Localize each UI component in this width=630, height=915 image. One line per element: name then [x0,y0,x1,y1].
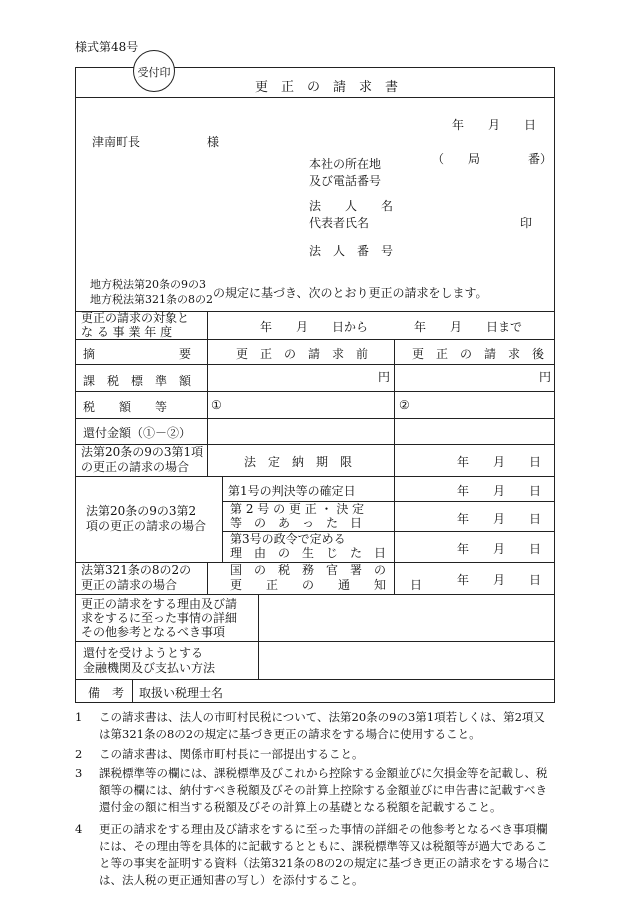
rule [75,418,555,419]
corp-name-label: 法 人 名 [309,199,394,213]
sec3-date: 年 月 日 [457,573,542,587]
address-label-1: 本社の所在地 [309,157,382,171]
rule [258,594,259,679]
sec2-label-2: 項の更正の請求の場合 [86,519,207,533]
sec2-item3-date: 年 月 日 [457,542,542,556]
remarks-label: 備 考 [88,686,125,700]
rule [394,339,395,444]
receipt-stamp [133,50,175,92]
rule [75,641,555,642]
receipt-stamp-label: 受付印 [137,66,171,79]
sec3-label-1: 法第321条の8の2の [81,563,192,577]
addressee-honorific: 様 [207,135,220,149]
bank-label-2: 金融機関及び支払い方法 [83,661,216,675]
remarks-value: 取扱い税理士名 [139,686,224,700]
col-before-header: 更 正 の 請 求 前 [236,347,369,361]
period-from: 年 月 日から [260,320,369,334]
sec2-item1-date: 年 月 日 [457,484,542,498]
rule [75,476,555,477]
note-text: この請求書は、法人の市町村民税について、法第20条の9の3第1項若しくは、第2項又は第321条の8の2の規定に基づき更正の請求をする場合に使用すること。 [99,710,545,741]
sec3-label-2: 更正の請求の場合 [81,578,178,592]
sec2-item2-1: 第 2 号 の 更 正 ・ 決 定 [230,502,365,516]
note-item [75,709,555,743]
rule [75,364,555,365]
rule [132,679,133,703]
sec3-item-2: 更 正 の 通 知 日 [230,578,423,592]
sec2-label-1: 法第20条の9の3第2 [86,504,197,518]
note-item [75,821,555,889]
rule [207,311,208,476]
law-ref-2: 地方税法第321条の8の2 [90,293,213,306]
sec2-item2-date: 年 月 日 [457,512,542,526]
reason-label-1: 更正の請求をする理由及び請 [81,597,238,611]
yen-before: 円 [378,370,391,384]
reason-label-2: 求をするに至った事情の詳細 [81,611,238,625]
bank-label-1: 還付を受けようとする [83,646,204,660]
note-number: 1 [75,710,83,724]
representative-label: 代表者氏名 [309,216,370,230]
seal-mark: 印 [520,216,533,230]
law-statement: の規定に基づき、次のとおり更正の請求をします。 [213,286,488,300]
note-number: 3 [75,766,83,780]
sec1-due-label: 法 定 納 期 限 [244,455,353,469]
sec3-item-1: 国 の 税 務 官 署 の [230,563,387,577]
note-item [75,765,555,816]
tax-amount-label: 税 額 等 [83,400,168,414]
fiscal-year-label-2: な る 事 業 年 度 [81,325,173,339]
address-label-2: 及び電話番号 [309,174,382,188]
submission-date: 年 月 日 [452,118,537,132]
rule [75,391,555,392]
form-title: 更 正 の 請 求 書 [255,80,399,95]
col-item-header: 摘 要 [83,347,192,361]
corp-number-label: 法 人 番 号 [309,244,394,258]
note-item [75,746,555,763]
phone-bureau: （ 局 番） [432,152,553,166]
sec1-label-2: の更正の請求の場合 [81,460,190,474]
law-ref-1: 地方税法第20条の9の3 [90,278,206,291]
circle-1: ① [211,398,222,412]
rule [207,562,208,594]
sec1-date: 年 月 日 [457,455,542,469]
sec2-item3-1: 第3号の政令で定める [230,532,346,546]
refund-label: 還付金額（①－②） [83,426,192,440]
period-to: 年 月 日まで [414,320,523,334]
note-number: 2 [75,747,83,761]
rule [75,594,555,595]
sec2-item1: 第1号の判決等の確定日 [228,484,356,498]
addressee: 津南町長 [92,135,141,149]
circle-2: ② [399,398,410,412]
yen-after: 円 [539,370,552,384]
tax-base-label: 課 税 標 準 額 [83,374,192,388]
rule [75,97,555,98]
sec2-item2-2: 等 の あ っ た 日 [230,516,363,530]
sec1-label-1: 法第20条の9の3第1項 [81,445,204,459]
reason-label-3: その他参考となるべき事項 [81,625,226,639]
sec2-item3-2: 理 由 の 生 じ た 日 [230,546,387,560]
col-after-header: 更 正 の 請 求 後 [412,347,545,361]
rule [222,476,223,562]
rule [394,444,395,594]
fiscal-year-label-1: 更正の請求の対象と [81,311,190,325]
note-text: 課税標準等の欄には、課税標準及びこれから控除する金額並びに欠損金等を記載し、税額等の欄には、納付すべき税額及びその計算上控除する金額並びに申告書に記載すべき還付金の額に相当する税額及びその計算上の基礎となる税額を記載すること。 [99,766,548,814]
rule [75,679,555,680]
note-text: 更正の請求をする理由及び請求をするに至った事情の詳細その他参考となるべき事項欄には、その理由等を具体的に記載するとともに、課税標準等又は税額等が過大であること等の事実を証明する資料（法第321条の8の2の規定に基づき更正の請求をする場合には、法人税の更正通知書の写し）を添付すること。 [99,822,550,887]
rule [75,339,555,340]
note-number: 4 [75,822,83,836]
note-text: この請求書は、関係市町村長に一部提出すること。 [99,747,364,761]
form-number: 様式第48号 [75,40,139,54]
